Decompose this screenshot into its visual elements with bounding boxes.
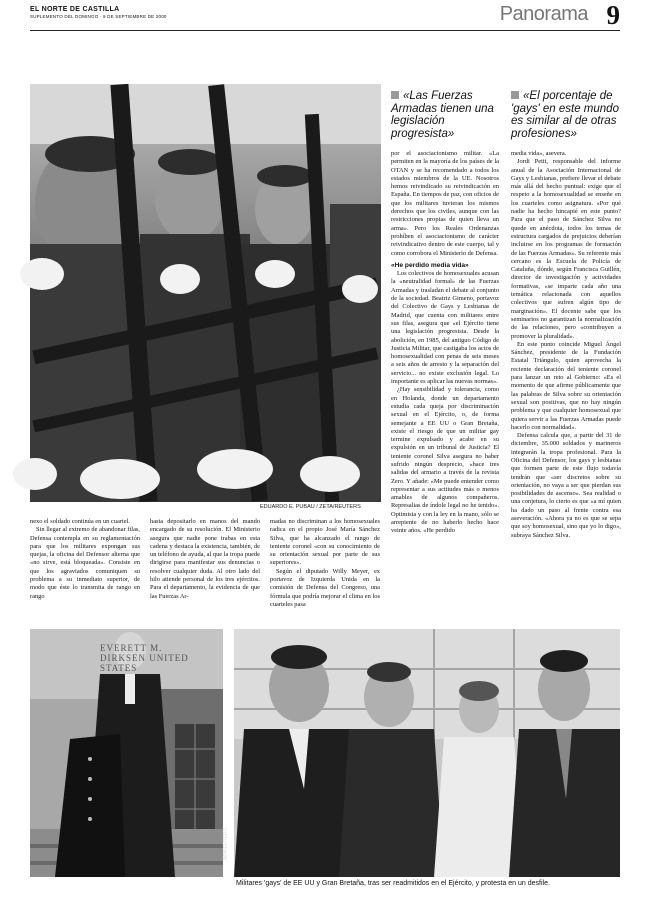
photo-caption: Militares 'gays' de EE UU y Gran Bretaña, tras ser readmitidos en el Ejército, y protesta en un desfile.: [236, 880, 550, 887]
paragraph: En este punto coincide Miguel Ángel Sánchez, presidente de la Fundación Estatal Triángulo, quien aprovecha la reciente declaración del teniente coronel para lanzar un reto al Gobierno: «Es el momento de que afirme públicamente que las palabras de Silva sobre su orientación sexual son positivas, que no hay ningún problema y que cualquier homosexual que quiera servir a las Fuerzas Armadas puede hacerlo con normalidad».: [511, 340, 621, 431]
paragraph: Defensa calcula que, a partir del 31 de diciembre, 35.000 soldados y marineros integrarán la tropa profesional. Para la Oficina del Defensor, los gays y lesbianas que formen parte de este flujo todavía tendrán que «ser discretos sobre su orientación, no vaya a ser que pierdan sus posibilidades de ascenso». Sea realidad o una conjetura, lo cierto es que «a mí quien ha dado un paso al frente contra esa aseveración. «Ahora ya no es que se sepa que soy homosexual, sino que yo lo digo», subraya Sánchez Silva.: [511, 432, 621, 539]
article-column-a: [30, 518, 140, 600]
paragraph: por el asociacionismo militar. «La permiten en la mayoría de los países de la OTAN y se ha recomendado a todos los estados miembros de la UE. Nosotros hemos reivindicado su reivindicación en España. En tiempos de paz, con oficios de que los militares tuvieran los mismos derechos que los civiles, aunque con las restricciones propias de quien lleva un arma». Pero los Reales Ordenanzas prohíben el asociacionismo de carácter reivindicativo dentro de este cuerpo, tal y como corrobora el Ministerio de Defensa.: [391, 150, 499, 257]
soldiers-photo-illustration: [30, 84, 381, 502]
soldiers-photo-credit: EDUARDO E. PUBAU / ZETA/REUTERS: [260, 504, 361, 510]
article-column-e: [511, 150, 621, 584]
paragraph: Según el diputado Willy Meyer, ex portavoz de Izquierda Unida en la comisión de Defensa del Congreso, una fórmula que podría mejorar el clima en los cuarteles pasa: [270, 567, 380, 608]
article-column-c: [270, 518, 380, 608]
headline-left: [391, 90, 499, 140]
soldiers-photo: [30, 84, 381, 502]
square-bullet-icon: [391, 91, 399, 99]
paragraph: nexo el soldado continúa en un cuartel.: [30, 518, 130, 525]
section-title: Panorama: [499, 3, 588, 25]
paragraph: Los colectivos de homosexuales acusan la «neutralidad formal» de las Fuerzas Armadas y trasladan el debate al conjunto de la sociedad. Beatriz Gimeno, portavoz del Colectivo de Gays y Lesbianas de Madrid, que cuenta con militares entre sus filas, asegura que «el Ejército tiene una legislación progresista. Desde la abolición, en 1985, del antiguo Código de Justicia Militar, que castigaba los actos de homosexualidad con penas de seis meses a seis años de arresto y la separación del servicio... no existe exclusión legal. Lo importante es aplicar las nuevas normas».: [391, 270, 499, 386]
paper-name: EL NORTE DE CASTILLA: [30, 6, 120, 13]
headline-right-text: «El porcentaje de 'gays' en este mundo es similar al de otras profesiones»: [511, 90, 619, 140]
paragraph: madas no discriminan a los homosexuales radica en el propio José María Sánchez Silva, que ha alcanzado el rango de teniente coronel «con su conocimiento de su orientación sexual por parte de sus superiores».: [270, 518, 380, 567]
headline-left-text: «Las Fuerzas Armadas tienen una legislación progresista»: [391, 90, 494, 140]
masthead-left: [30, 6, 167, 19]
group-photo-illustration: [234, 629, 620, 877]
group-photo: [234, 629, 620, 877]
paragraph: media vida», asevera.: [511, 150, 567, 157]
officer-photo: [30, 629, 223, 877]
paragraph: Sin llegar al extremo de abandonar filas, Defensa contempla en su reglamentación para que los militares expongan sus quejas, la oficina del Defensor alterna que «no sirve, está bloqueada». Consiste en que los agraviados comuniquen su problema a su inmediato superior, de modo que éste lo transmita de rango en rango: [30, 526, 140, 600]
supplement-line: SUPLEMENTO DEL DOMINGO · 9 DE SEPTIEMBRE DE 2000: [30, 14, 167, 19]
article-column-d: [391, 150, 499, 584]
page-number: 9: [606, 0, 620, 30]
officer-building-text: EVERETT M. DIRKSEN UNITED STATES: [100, 643, 189, 673]
headline-right: [511, 90, 621, 140]
paragraph: hasta depositarlo en manos del mando encargado de su resolución. El Ministerio asegura que nadie pone trabas en esta cadena y destaca la existencia, también, de un teléfono de ayuda, al que la tropa puede dirigirse para manifestar sus denuncias o resolver cualquier duda. Al otro lado del hilo atiende personal de los tres ejércitos. Para el departamento, la evidencia de que las Fuerzas Ar-: [150, 518, 260, 600]
officer-photo-credit: AP/REUTERS: [223, 828, 229, 860]
masthead-rule: [30, 30, 620, 31]
paragraph: ¿Hay sensibilidad y tolerancia, como en Holanda, donde un departamento estudia cada queja por discriminación sexual en el Ejército, o, de forma semejante a EE UU o Gran Bretaña, existe el riesgo de que un militar gay termine expulsado y acabe en su expulsión en un tribunal de Justicia? El teniente coronel Silva asegura no haber sufrido ningún desprecio, «hace tres salidas del armario a través de la revista Zero. Y añade: «Me puede entender como representar a sus actitudes más o menos amables de algunos compañeros. Represalias de índole legal no he tenido». Optimista y con la ley en la mano, sólo se arrepiente de no haberlo hecho hace veinte años. «He perdido: [391, 386, 499, 535]
subheading: «He perdido media vida»: [391, 261, 469, 269]
square-bullet-icon: [511, 91, 519, 99]
paragraph: Jordi Petit, responsable del informe anual de la Asociación Internacional de Gays y Lesbianas, prefiere llevar el debate más allá del hecho puntual: exige que el respeto a la homosexualidad se enseñe en los cuarteles como asignatura. «Por qué nadie ha hecho hincapié en este punto? Para que el paso de Sánchez Silva no quede en anécdota, todos los temas de estructura cargados de prejuicios deberían incluirse en los programas de formación de las Fuerzas Armadas». Su referente más cercano es la Escuela de Policía de Cataluña, dónde, según Francisca Guillén, director de investigación y actividades formativas, «se imparte cada año una temática relacionada con aquellos colectivos que sufren algún tipo de marginación». El docente sabe que los seminarios no garantizan la normalización de las relaciones, pero «contribuyen a promover la pluralidad».: [511, 158, 621, 340]
article-column-b: [150, 518, 260, 600]
